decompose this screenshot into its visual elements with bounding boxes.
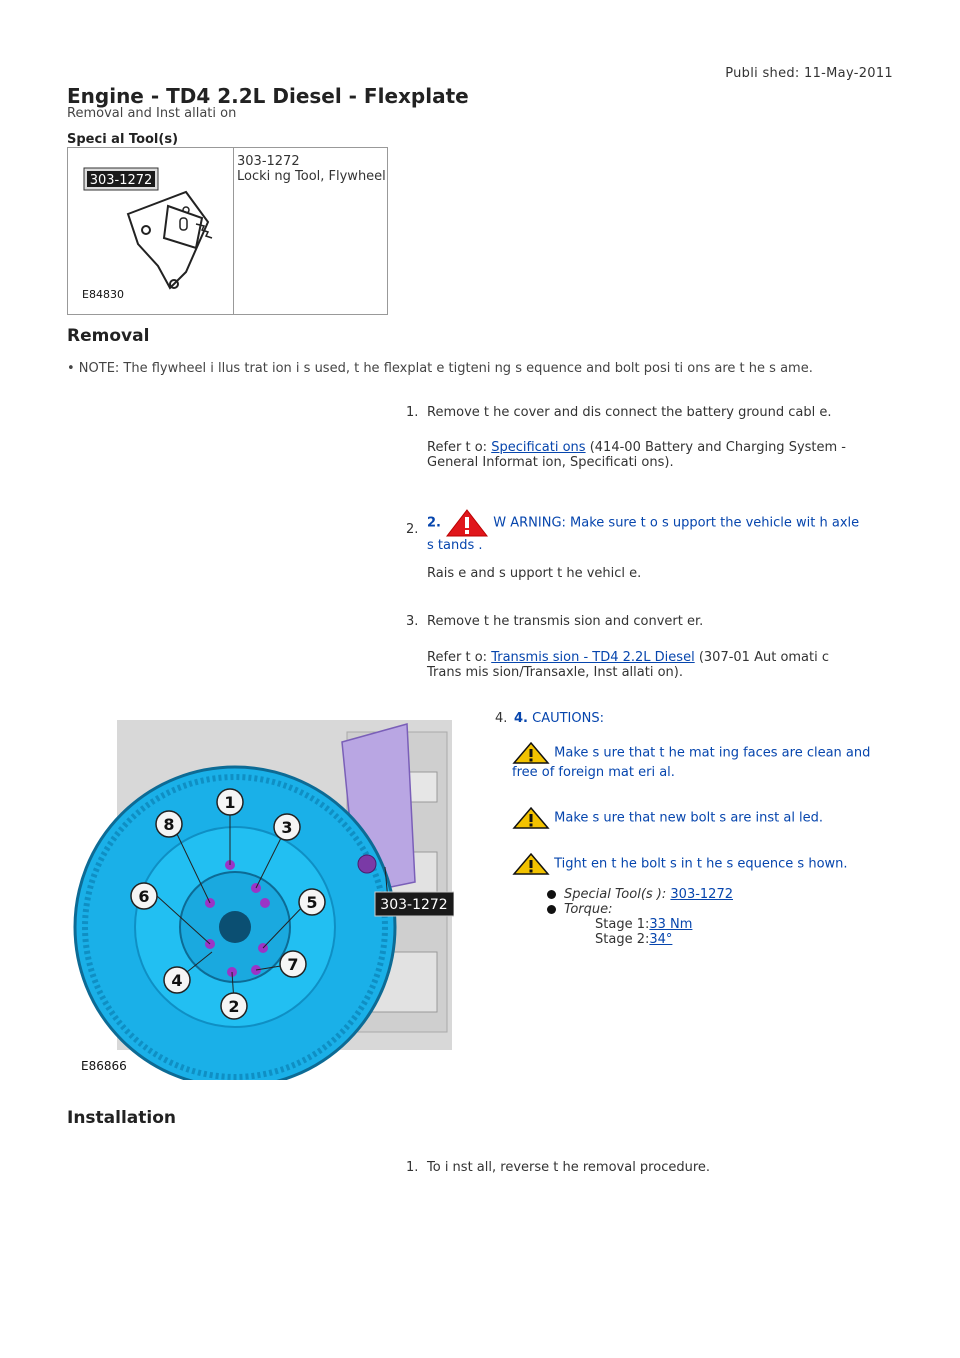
caution-1-text: Make s ure that t he mat ing faces are clean and xyxy=(554,745,871,761)
locking-tool-illustration xyxy=(68,148,233,314)
bolt-label-1: 1 xyxy=(224,793,236,812)
photo-image-code: E86866 xyxy=(81,1059,127,1073)
step-4-number: 4. xyxy=(495,711,508,726)
step-1-reference xyxy=(427,440,867,470)
install-step-1-text: To i nst all, reverse t he removal procedure. xyxy=(427,1160,711,1175)
step-4-bold-number: 4. xyxy=(514,711,528,726)
flywheel-photo xyxy=(67,712,454,1080)
bolt-label-3: 3 xyxy=(281,818,293,837)
bolt-label-7: 7 xyxy=(287,955,299,974)
step-2-warning xyxy=(427,508,877,553)
caution-icon xyxy=(512,852,550,876)
cautions-label: CAUTIONS: xyxy=(532,711,604,726)
torque-stage-2 xyxy=(547,932,887,947)
refer-details: (414-00 Battery and Charging System - xyxy=(589,440,846,455)
special-tool-label: Special Tool(s ): xyxy=(564,887,667,902)
bolt-label-8: 8 xyxy=(163,815,175,834)
install-step-1-number: 1. xyxy=(406,1160,419,1175)
step-3-number: 3. xyxy=(406,614,419,629)
step-4-heading xyxy=(514,711,604,726)
bolt-label-6: 6 xyxy=(138,887,150,906)
removal-note: • NOTE: The flywheel i llus trat ion i s used, t he flexplat e tigteni ng s equence and bolt posi ti ons are t he s ame. xyxy=(67,361,813,376)
refer-label: Refer t o: xyxy=(427,650,488,665)
caution-icon xyxy=(512,806,550,830)
torque-bullet xyxy=(547,902,887,917)
published-date: Publi shed: 11-May-2011 xyxy=(725,66,893,81)
caution-1 xyxy=(512,741,882,780)
page-title: Engine - TD4 2.2L Diesel - Flexplate xyxy=(67,84,469,108)
tool-description xyxy=(237,154,386,184)
torque-stage-1 xyxy=(547,917,887,932)
warning-text: W ARNING: Make sure t o s upport the vehicle wit h axle xyxy=(493,515,860,531)
special-tools-heading: Speci al Tool(s) xyxy=(67,132,179,147)
step-2-number: 2. xyxy=(406,522,419,537)
installation-heading: Installation xyxy=(67,1108,177,1128)
bullet-icon xyxy=(547,890,556,899)
caution-3 xyxy=(512,852,882,876)
warning-icon xyxy=(445,508,489,538)
bolt-label-5: 5 xyxy=(306,893,318,912)
bolt-label-2: 2 xyxy=(228,997,240,1016)
step-1-number: 1. xyxy=(406,405,419,420)
caution-2-text: Make s ure that new bolt s are inst al led. xyxy=(554,810,824,826)
refer-label: Refer t o: xyxy=(427,440,488,455)
step-1-text: Remove t he cover and dis connect the battery ground cabl e. xyxy=(427,405,832,420)
specifications-link[interactable]: Specificati ons xyxy=(491,440,586,455)
step-4-details xyxy=(547,887,887,947)
stage-2-value-link[interactable]: 34° xyxy=(649,932,673,947)
photo-tool-tag: 303-1272 xyxy=(380,897,448,913)
caution-2 xyxy=(512,806,882,830)
step-2-text: Rais e and s upport t he vehicl e. xyxy=(427,566,642,581)
stage-1-label: Stage 1: xyxy=(595,917,650,932)
bolt-label-4: 4 xyxy=(171,971,183,990)
caution-1-text-2: free of foreign mat eri al. xyxy=(512,765,675,780)
special-tool-bullet xyxy=(547,887,887,902)
stage-2-label: Stage 2: xyxy=(595,932,650,947)
special-tools-table xyxy=(67,147,388,315)
transmission-link[interactable]: Transmis sion - TD4 2.2L Diesel xyxy=(491,650,695,665)
tool-number: 303-1272 xyxy=(237,154,300,169)
warning-text-2: s tands . xyxy=(427,538,483,553)
tool-image-code: E84830 xyxy=(82,288,124,301)
refer-details: (307-01 Aut omati c xyxy=(698,650,830,665)
tool-name: Locki ng Tool, Flywheel xyxy=(237,169,386,184)
step-2-bold-number: 2. xyxy=(427,515,441,531)
caution-3-text: Tight en t he bolt s in t he s equence s hown. xyxy=(554,856,848,872)
stage-1-value-link[interactable]: 33 Nm xyxy=(649,917,693,932)
caution-icon xyxy=(512,741,550,765)
torque-label: Torque: xyxy=(564,902,613,917)
step-3-text: Remove t he transmis sion and convert er. xyxy=(427,614,704,629)
page-subtitle: Removal and Inst allati on xyxy=(67,106,237,121)
refer-details-2: Trans mis sion/Transaxle, Inst allati on). xyxy=(427,665,683,680)
refer-details-2: General Informat ion, Specificati ons). xyxy=(427,455,674,470)
flywheel-illustration xyxy=(67,712,454,1080)
tool-image-label: 303-1272 xyxy=(89,173,153,188)
special-tool-link[interactable]: 303-1272 xyxy=(670,887,733,902)
removal-heading: Removal xyxy=(67,326,150,346)
tool-image xyxy=(68,148,234,314)
bullet-icon xyxy=(547,905,556,914)
step-3-reference xyxy=(427,650,867,680)
